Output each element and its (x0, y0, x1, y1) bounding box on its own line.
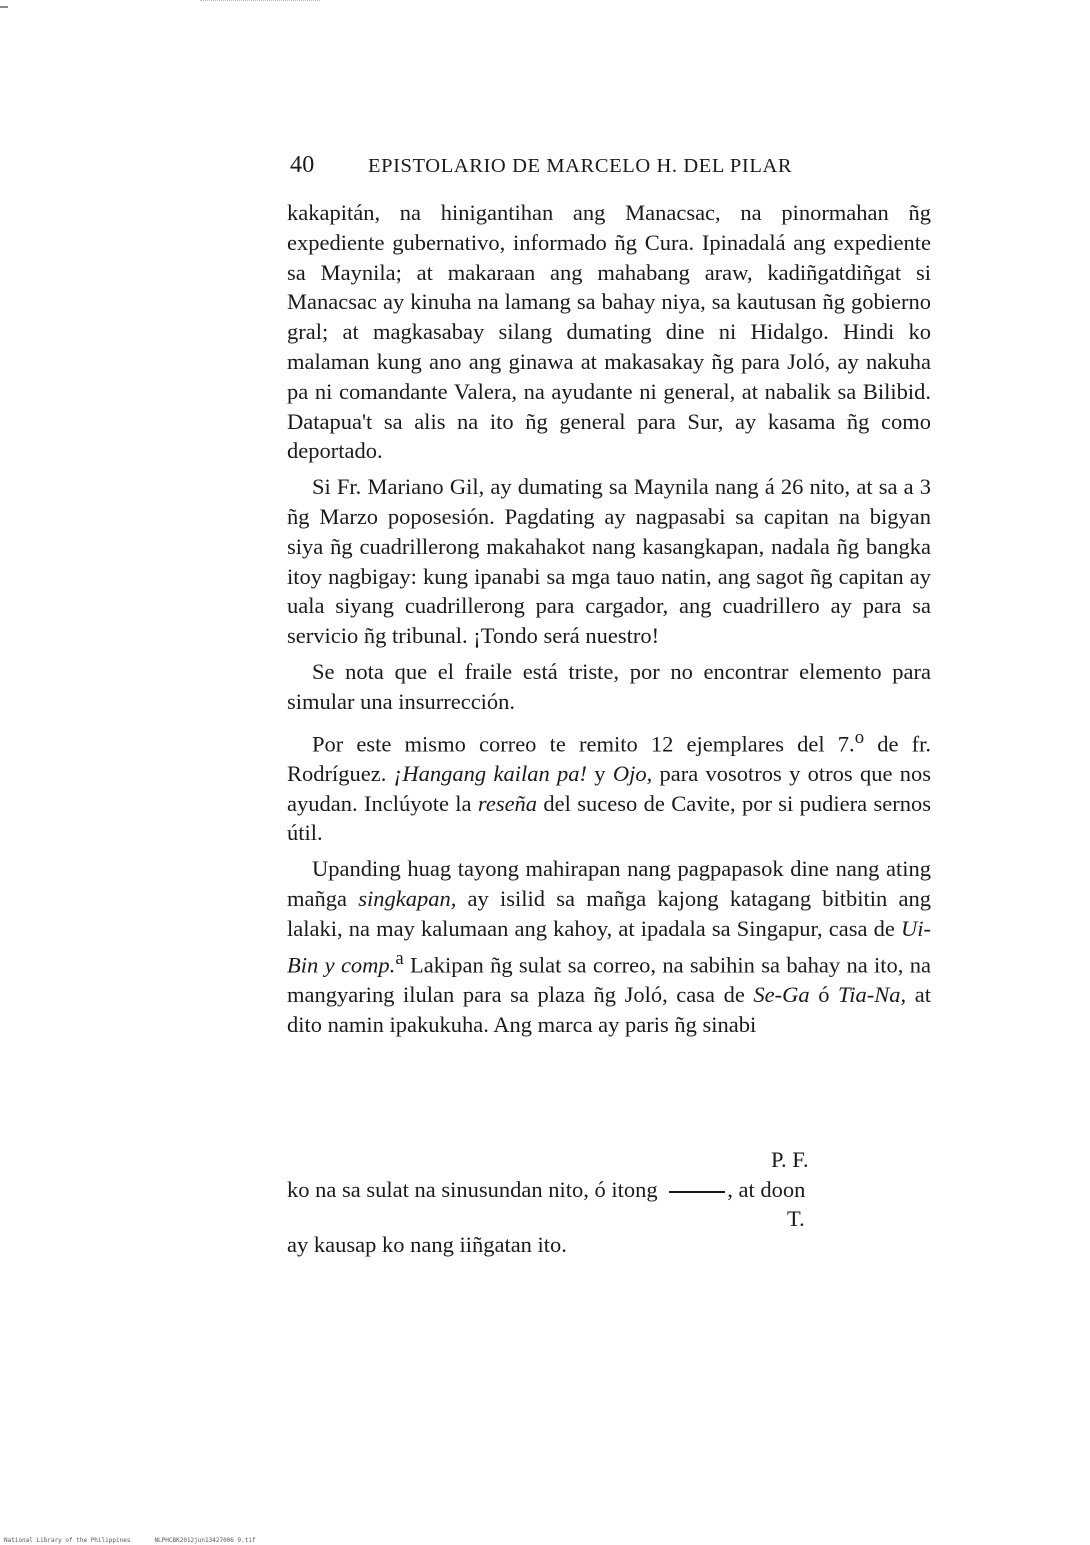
paragraph-2: Si Fr. Mariano Gil, ay dumating sa Maynila nang á 26 nito, at sa a 3 ñg Marzo poposesión. Pagdating ay nagpasabi sa capitan na bigyan siya ñg cuadrillerong makahakot nang kasangkapan, nadala ñg bangka itoy nagbigay: kung ipanabi sa mga tauo natin, ang sagot ñg capitan ay uala siyang cuadrillerong para cargador, ang cuadrillero ay para sa servicio ñg tribunal. ¡Tondo será nuestro! (287, 474, 931, 649)
paragraph-5: Upanding huag tayong mahirapan nang pagpapasok dine nang ating mañga singkapan, ay isilid sa mañga kajong katagang bitbitin ang lalaki, na may kalumaan ang kahoy, at ipadala sa Singapur, casa de Ui-Bin y comp.$^a$ Lakipan ñg sulat sa correo, na sabihin sa bahay na ito, na mangyaring ilulan para sa plaza ñg Joló, casa de Se-Ga ó Tia-Na, at dito namin ipakukuha. Ang marca ay paris ñg sinabi (287, 856, 932, 1037)
closing-line: ay kausap ko nang iiñgatan ito. (287, 1232, 567, 1257)
fraction-denominator: T. (787, 1206, 805, 1231)
fraction-line (287, 1177, 931, 1203)
fraction-line-text: ko na sa sulat na sinusundan nito, ó itong (287, 1177, 664, 1202)
running-head (290, 152, 930, 179)
paragraph-4: Por este mismo correo te remito 12 ejemplares del 7.$^o$ de fr. Rodríguez. ¡Hangang kailan pa! y Ojo, para vosotros y otros que nos ayudan. Inclúyote la reseña del suceso de Cavite, por si pudiera sernos útil. (287, 726, 931, 846)
scan-footer (4, 1537, 280, 1544)
fraction-rule (669, 1191, 725, 1193)
footer-library: National Library of the Philippines (4, 1537, 131, 1544)
scan-top-artifact (200, 0, 320, 4)
scan-corner-mark (0, 0, 8, 8)
body-text (287, 198, 931, 1040)
footer-filename: NLPHCBK2012jun13427006 9.tif (154, 1537, 256, 1544)
fraction-numerator: P. F. (771, 1147, 809, 1172)
page-number: 40 (290, 152, 315, 178)
paragraph-1: kakapitán, na hinigantihan ang Manacsac, na pinormahan ñg expediente gubernativo, informado ñg Cura. Ipinadalá ang expediente sa Maynila; at makaraan ang mahabang araw, kadiñgatdiñgat si Manacsac ay kinuha na lamang sa bahay niya, sa kautusan ñg gobierno gral; at magkasabay silang dumating dine ni Hidalgo. Hindi ko malaman kung ano ang ginawa at makasakay ñg para Joló, ay nakuha pa ni comandante Valera, na ayudante ni general, at nabalik sa Bilibid. Datapua't sa alis na ito ñg general para Sur, ay kasama ñg como deportado. (287, 200, 931, 464)
fraction-line-tail: , at doon (727, 1177, 806, 1202)
running-title: EPISTOLARIO DE MARCELO H. DEL PILAR (368, 155, 793, 177)
paragraph-3: Se nota que el fraile está triste, por no encontrar elemento para simular una insurrección. (287, 658, 931, 714)
